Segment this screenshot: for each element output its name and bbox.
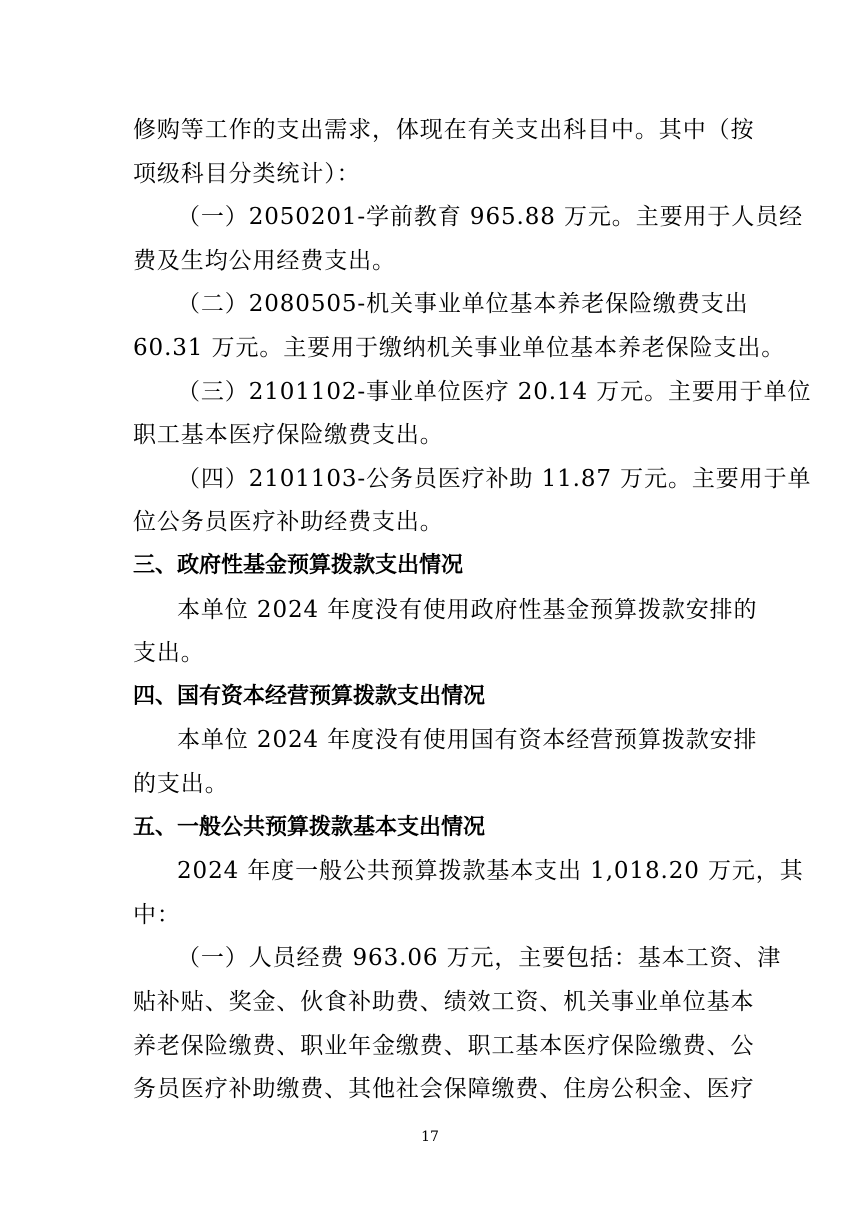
section-heading-5: 五、一般公共预算拨款基本支出情况 xyxy=(133,814,486,840)
body-text-line: 职工基本医疗保险缴费支出。 xyxy=(133,422,444,449)
list-item-line: （三）2101102-事业单位医疗 20.14 万元。主要用于单位 xyxy=(177,378,812,405)
page-number: 17 xyxy=(421,1129,439,1145)
list-item-line: （一）人员经费 963.06 万元，主要包括：基本工资、津 xyxy=(177,945,782,972)
body-text-line: 的支出。 xyxy=(133,771,229,797)
list-item-line: （四）2101103-公务员医疗补助 11.87 万元。主要用于单 xyxy=(177,465,812,492)
body-text-line: 项级科目分类统计）： xyxy=(133,160,361,187)
body-text-line: 60.31 万元。主要用于缴纳机关事业单位基本养老保险支出。 xyxy=(133,335,786,361)
body-text-line: 务员医疗补助缴费、其他社会保障缴费、住房公积金、医疗 xyxy=(133,1076,755,1103)
body-text-line: 本单位 2024 年度没有使用政府性基金预算拨款安排的 xyxy=(177,596,758,623)
body-text-line: 修购等工作的支出需求，体现在有关支出科目中。其中（按 xyxy=(133,117,755,143)
section-heading-4: 四、国有资本经营预算拨款支出情况 xyxy=(133,683,486,709)
body-text-line: 费及生均公用经费支出。 xyxy=(133,247,396,274)
section-heading-3: 三、政府性基金预算拨款支出情况 xyxy=(133,553,464,578)
body-text-line: 2024 年度一般公共预算拨款基本支出 1,018.20 万元，其 xyxy=(177,858,804,885)
list-item-line: （一）2050201-学前教育 965.88 万元。主要用于人员经 xyxy=(177,204,804,231)
body-text-line: 养老保险缴费、职业年金缴费、职工基本医疗保险缴费、公 xyxy=(133,1032,755,1059)
body-text-line: 中： xyxy=(133,901,181,928)
body-text-line: 本单位 2024 年度没有使用国有资本经营预算拨款安排 xyxy=(177,727,758,754)
body-text-line: 贴补贴、奖金、伙食补助费、绩效工资、机关事业单位基本 xyxy=(133,989,755,1015)
list-item-line: （二）2080505-机关事业单位基本养老保险缴费支出 xyxy=(177,291,749,318)
body-text-line: 位公务员医疗补助经费支出。 xyxy=(133,509,444,536)
body-text-line: 支出。 xyxy=(133,640,205,667)
